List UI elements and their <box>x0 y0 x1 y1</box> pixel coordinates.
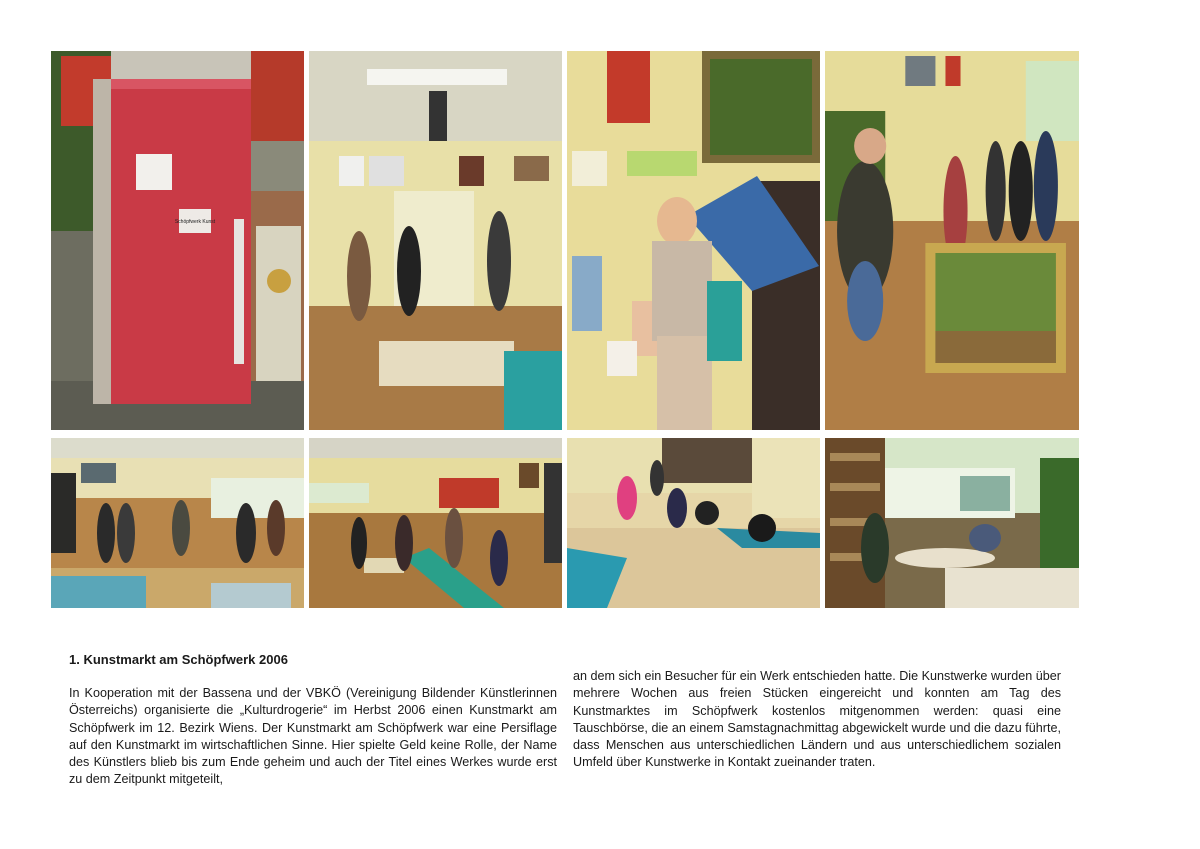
photo-reading-room <box>825 438 1079 608</box>
photo-hall-wide <box>51 438 304 608</box>
body-text-column-left: In Kooperation mit der Bassena und der VBKÖ (Vereinigung Bildender Künstlerinnen Österreichs) organisierte die „Kulturdrogerie“ im Herbst 2006 einen Kunstmarkt am Schöpfwerk im 12. Bezirk Wiens. Der Kunstmarkt am Schöpfwerk war eine Persiflage auf den Kunstmarkt im wirtschaftlichen Sinne. Hier spielte Geld keine Rolle, der Name des Künstlers blieb bis zum Ende geheim und auch der Titel eines Werkes wurde erst zu dem Zeitpunkt mitgeteilt, <box>69 686 557 787</box>
photo-woman-painting <box>567 51 820 430</box>
photo-grid <box>51 51 1079 608</box>
photo-exhibition-hall <box>309 51 562 430</box>
body-text-column-right: an dem sich ein Besucher für ein Werk entschieden hatte. Die Kunstwerke wurden über mehrere Wochen aus freien Stücken eingereicht und konnten am Tag des Kunstmarktes im Schöpfwerk kostenlos mitgenommen werden: quasi eine Tauschbörse, die an einem Samstagnachmittag abgewickelt wurde und die dazu führte, dass Menschen aus unterschiedlichen Ländern und aus unterschiedlichem sozialen Umfeld über Kunstwerke in Kontakt zueinander traten. <box>573 669 1061 770</box>
photo-red-cabinet <box>51 51 304 430</box>
photo-hall-cushions <box>309 438 562 608</box>
photo-man-landscape <box>825 51 1079 430</box>
photo-children-mats <box>567 438 820 608</box>
page-title: 1. Kunstmarkt am Schöpfwerk 2006 <box>69 652 288 667</box>
cabinet-sign-text: Schöpfwerk Kunst <box>174 219 216 225</box>
